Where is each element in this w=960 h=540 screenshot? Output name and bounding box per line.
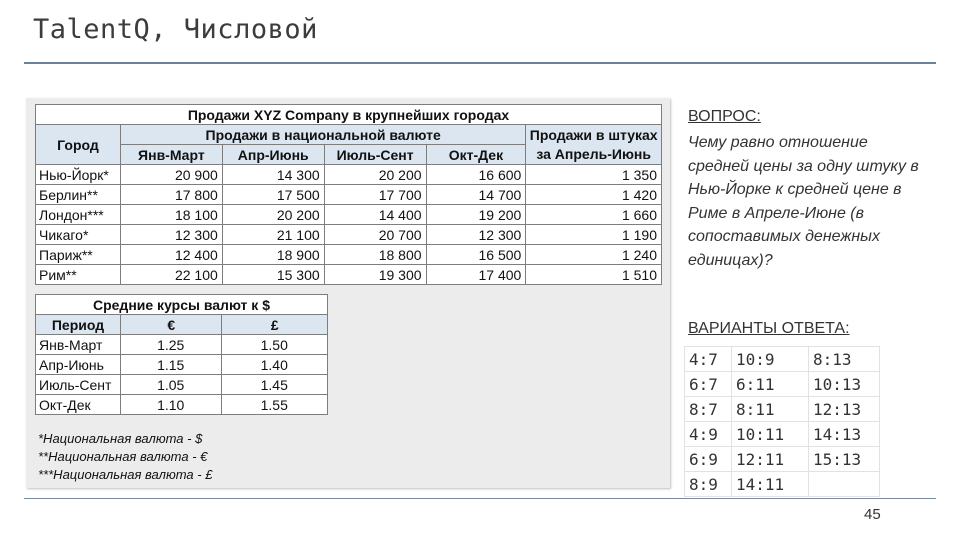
units-cell: 1 190 <box>526 225 662 245</box>
city-cell: Берлин** <box>36 185 121 205</box>
answer-row <box>685 397 880 422</box>
sales-cell: 14 300 <box>222 165 324 185</box>
eur-rate-cell: 1.15 <box>120 355 222 375</box>
currency-note: **Национальная валюта - € <box>38 449 208 464</box>
period-cell: Апр-Июнь <box>36 355 121 375</box>
eur-rate-cell: 1.25 <box>120 335 222 355</box>
answer-option[interactable]: 6:7 <box>685 372 732 397</box>
question-label: ВОПРОС: <box>688 108 761 125</box>
period-cell: Июль-Сент <box>36 375 121 395</box>
city-cell: Нью-Йорк* <box>36 165 121 185</box>
units-cell: 1 660 <box>526 205 662 225</box>
answer-row <box>685 472 880 497</box>
sales-cell: 22 100 <box>120 265 222 285</box>
table-row <box>36 375 328 395</box>
national-currency-header: Продажи в национальной валюте <box>120 125 525 145</box>
city-cell: Лондон*** <box>36 205 121 225</box>
answer-option[interactable]: 10:11 <box>732 422 809 447</box>
answer-row <box>685 347 880 372</box>
answer-option[interactable]: 10:13 <box>809 372 880 397</box>
sales-cell: 20 200 <box>222 205 324 225</box>
eur-rate-cell: 1.05 <box>120 375 222 395</box>
table-row <box>36 185 662 205</box>
answer-option[interactable]: 8:11 <box>732 397 809 422</box>
sales-cell: 12 400 <box>120 245 222 265</box>
sales-cell: 15 300 <box>222 265 324 285</box>
quarter-header: Окт-Дек <box>426 145 526 165</box>
sales-cell: 12 300 <box>120 225 222 245</box>
units-header: Продажи в штуках за Апрель-Июнь <box>526 125 662 165</box>
answer-row <box>685 422 880 447</box>
exchange-rates-table <box>35 294 328 415</box>
table-row <box>36 205 662 225</box>
period-cell: Окт-Дек <box>36 395 121 415</box>
sales-table-caption: Продажи XYZ Company в крупнейших городах <box>36 105 662 125</box>
sales-cell: 17 500 <box>222 185 324 205</box>
quarter-header: Янв-Март <box>120 145 222 165</box>
table-row <box>36 395 328 415</box>
units-cell: 1 240 <box>526 245 662 265</box>
currency-note: *Национальная валюта - $ <box>38 431 203 446</box>
answer-option[interactable]: 10:9 <box>732 347 809 372</box>
answer-option[interactable]: 14:13 <box>809 422 880 447</box>
sales-cell: 12 300 <box>426 225 526 245</box>
sales-cell: 18 800 <box>324 245 426 265</box>
answer-option[interactable]: 8:9 <box>685 472 732 497</box>
units-cell: 1 420 <box>526 185 662 205</box>
title-divider <box>24 62 936 64</box>
period-cell: Янв-Март <box>36 335 121 355</box>
table-row <box>36 165 662 185</box>
sales-cell: 17 700 <box>324 185 426 205</box>
city-cell: Париж** <box>36 245 121 265</box>
units-cell: 1 350 <box>526 165 662 185</box>
table-row <box>36 225 662 245</box>
sales-cell: 19 200 <box>426 205 526 225</box>
sales-cell: 17 800 <box>120 185 222 205</box>
units-cell: 1 510 <box>526 265 662 285</box>
sales-cell: 20 700 <box>324 225 426 245</box>
answer-option[interactable]: 12:13 <box>809 397 880 422</box>
eur-header: € <box>120 315 222 335</box>
city-cell: Рим** <box>36 265 121 285</box>
sales-cell: 18 100 <box>120 205 222 225</box>
answer-option-empty <box>809 472 880 497</box>
page-number: 45 <box>864 506 881 523</box>
answer-option[interactable]: 4:7 <box>685 347 732 372</box>
currency-note: ***Национальная валюта - £ <box>38 467 213 482</box>
answer-option[interactable]: 12:11 <box>732 447 809 472</box>
gbp-rate-cell: 1.55 <box>222 395 328 415</box>
sales-cell: 14 400 <box>324 205 426 225</box>
sales-cell: 18 900 <box>222 245 324 265</box>
sales-cell: 21 100 <box>222 225 324 245</box>
answer-row <box>685 372 880 397</box>
footer-divider <box>24 498 936 499</box>
sales-cell: 19 300 <box>324 265 426 285</box>
city-header: Город <box>36 125 121 165</box>
sales-cell: 20 200 <box>324 165 426 185</box>
gbp-header: £ <box>222 315 328 335</box>
sales-cell: 20 900 <box>120 165 222 185</box>
answers-label: ВАРИАНТЫ ОТВЕТА: <box>688 320 850 337</box>
answer-option[interactable]: 4:9 <box>685 422 732 447</box>
answer-option[interactable]: 8:13 <box>809 347 880 372</box>
quarter-header: Апр-Июнь <box>222 145 324 165</box>
sales-cell: 16 600 <box>426 165 526 185</box>
table-row <box>36 245 662 265</box>
sales-table <box>35 104 662 285</box>
sales-cell: 14 700 <box>426 185 526 205</box>
eur-rate-cell: 1.10 <box>120 395 222 415</box>
gbp-rate-cell: 1.50 <box>222 335 328 355</box>
currency-notes <box>38 430 212 484</box>
gbp-rate-cell: 1.40 <box>222 355 328 375</box>
answer-option[interactable]: 6:11 <box>732 372 809 397</box>
answer-row <box>685 447 880 472</box>
table-row <box>36 355 328 375</box>
answer-option[interactable]: 14:11 <box>732 472 809 497</box>
table-row <box>36 265 662 285</box>
answer-option[interactable]: 15:13 <box>809 447 880 472</box>
data-image-panel <box>26 98 670 488</box>
answer-option[interactable]: 6:9 <box>685 447 732 472</box>
table-row <box>36 335 328 355</box>
gbp-rate-cell: 1.45 <box>222 375 328 395</box>
answer-options <box>684 346 880 497</box>
sales-cell: 16 500 <box>426 245 526 265</box>
question-text: Чему равно отношение средней цены за одну штуку в Нью-Йорке к средней цене в Риме в Апреле-Июне (в сопоставимых денежных единицах)? <box>688 134 919 269</box>
period-header: Период <box>36 315 121 335</box>
slide-title: TalentQ, Числовой <box>33 14 318 45</box>
city-cell: Чикаго* <box>36 225 121 245</box>
sales-cell: 17 400 <box>426 265 526 285</box>
quarter-header: Июль-Сент <box>324 145 426 165</box>
rates-table-caption: Средние курсы валют к $ <box>36 295 328 315</box>
answer-option[interactable]: 8:7 <box>685 397 732 422</box>
